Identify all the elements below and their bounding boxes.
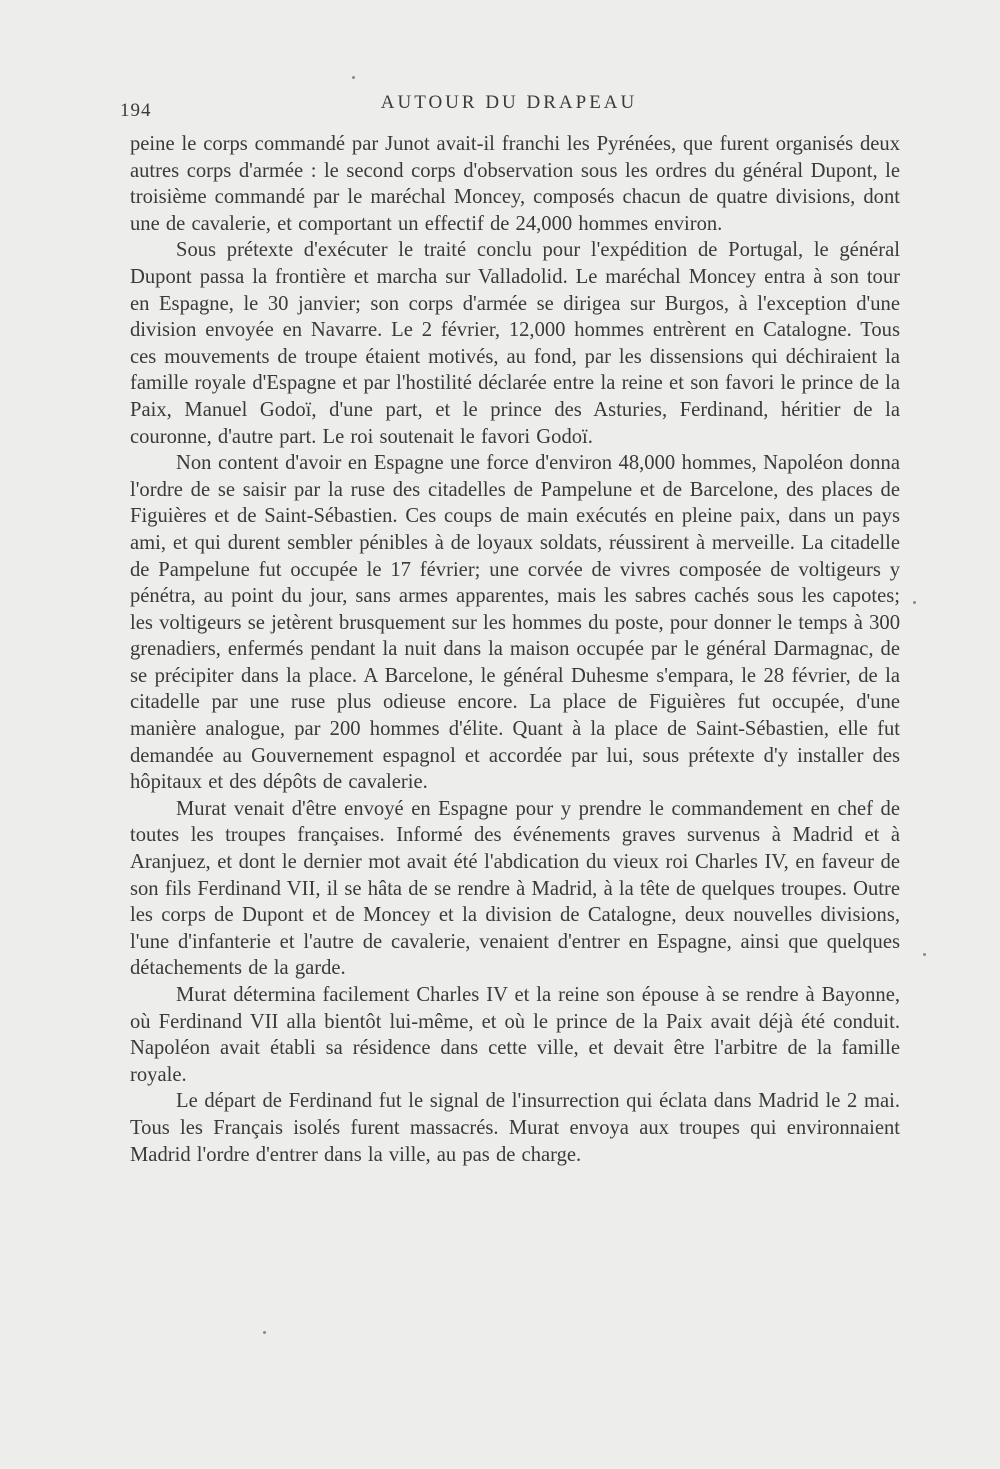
paper-speck — [263, 1331, 266, 1334]
paragraph-dupont-moncey: Sous prétexte d'exécuter le traité conclu pour l'expédition de Portugal, le général Dupont passa la frontière et marcha sur Valladolid. Le maréchal Moncey entra à son tour en Espagne, le 30 janvier; son corps d'armée se dirigea sur Burgos, à l'exception d'une division envoyée en Navarre. Le 2 février, 12,000 hommes entrèrent en Catalogne. Tous ces mouvements de troupe étaient motivés, au fond, par les dissensions qui déchiraient la famille royale d'Espagne et par l'hostilité déclarée entre la reine et son favori le prince de la Paix, Manuel Godoï, d'une part, et le prince des Asturies, Ferdinand, héritier de la couronne, d'autre part. Le roi soutenait le favori Godoï. — [130, 239, 900, 448]
body-text — [130, 131, 900, 1168]
paragraph-bayonne: Murat détermina facilement Charles IV et la reine son épouse à se rendre à Bayonne, où Ferdinand VII alla bientôt lui-même, et où le prince de la Paix avait déjà été conduit. Napoléon avait établi sa résidence dans cette ville, et devait être l'arbitre de la famille royale. — [130, 984, 900, 1086]
paragraph-citadels: Non content d'avoir en Espagne une force d'environ 48,000 hommes, Napoléon donna l'ordre de se saisir par la ruse des citadelles de Pampelune et de Barcelone, des places de Figuières et de Saint-Sébastien. Ces coups de main exécutés en pleine paix, dans un pays ami, et qui durent sembler pénibles à de loyaux soldats, réussirent à merveille. La citadelle de Pampelune fut occupée le 17 février; une corvée de vivres composée de voltigeurs y pénétra, au point du jour, sans armes apparentes, mais les sabres cachés sous les capotes; les voltigeurs se jetèrent brusquement sur les hommes du poste, pour donner le temps à 300 grenadiers, enfermés pendant la nuit dans la maison occupée par le général Darmagnac, de se précipiter dans la place. A Barcelone, le général Duhesme s'empara, le 28 février, de la citadelle par une ruse plus odieuse encore. La place de Figuières fut occupée, d'une manière analogue, par 200 hommes d'élite. Quant à la place de Saint-Sébastien, elle fut demandée au Gouvernement espagnol et accordée par lui, sous prétexte d'y installer des hôpitaux et des dépôts de cavalerie. — [130, 452, 900, 794]
running-title: AUTOUR DU DRAPEAU — [380, 92, 638, 113]
paragraph-continuation: peine le corps commandé par Junot avait-il franchi les Pyrénées, que furent organisés deux autres corps d'armée : le second corps d'observation sous les ordres du général Dupont, le troisième commandé par le maréchal Moncey, composés chacun de quatre divisions, dont une de cavalerie, et comportant un effectif de 24,000 hommes environ. — [130, 133, 900, 235]
paper-speck — [352, 76, 355, 79]
running-head — [118, 92, 900, 122]
paper-speck — [923, 953, 926, 956]
paragraph-murat-command: Murat venait d'être envoyé en Espagne pour y prendre le commandement en chef de toutes les troupes françaises. Informé des événements graves survenus à Madrid et à Aranjuez, et dont le dernier mot avait été l'abdication du vieux roi Charles IV, en faveur de son fils Ferdinand VII, il se hâta de se rendre à Madrid, à la tête de quelques troupes. Outre les corps de Dupont et de Moncey et la division de Catalogne, deux nouvelles divisions, l'une d'infanterie et l'autre de cavalerie, venaient d'entrer en Espagne, ainsi que quelques détachements de la garde. — [130, 797, 900, 980]
paragraph-insurrection: Le départ de Ferdinand fut le signal de l'insurrection qui éclata dans Madrid le 2 mai. Tous les Français isolés furent massacrés. Murat envoya aux troupes qui environnaient Madrid l'ordre d'entrer dans la ville, au pas de charge. — [130, 1090, 900, 1166]
paper-speck — [913, 601, 916, 604]
page-number: 194 — [120, 100, 152, 121]
